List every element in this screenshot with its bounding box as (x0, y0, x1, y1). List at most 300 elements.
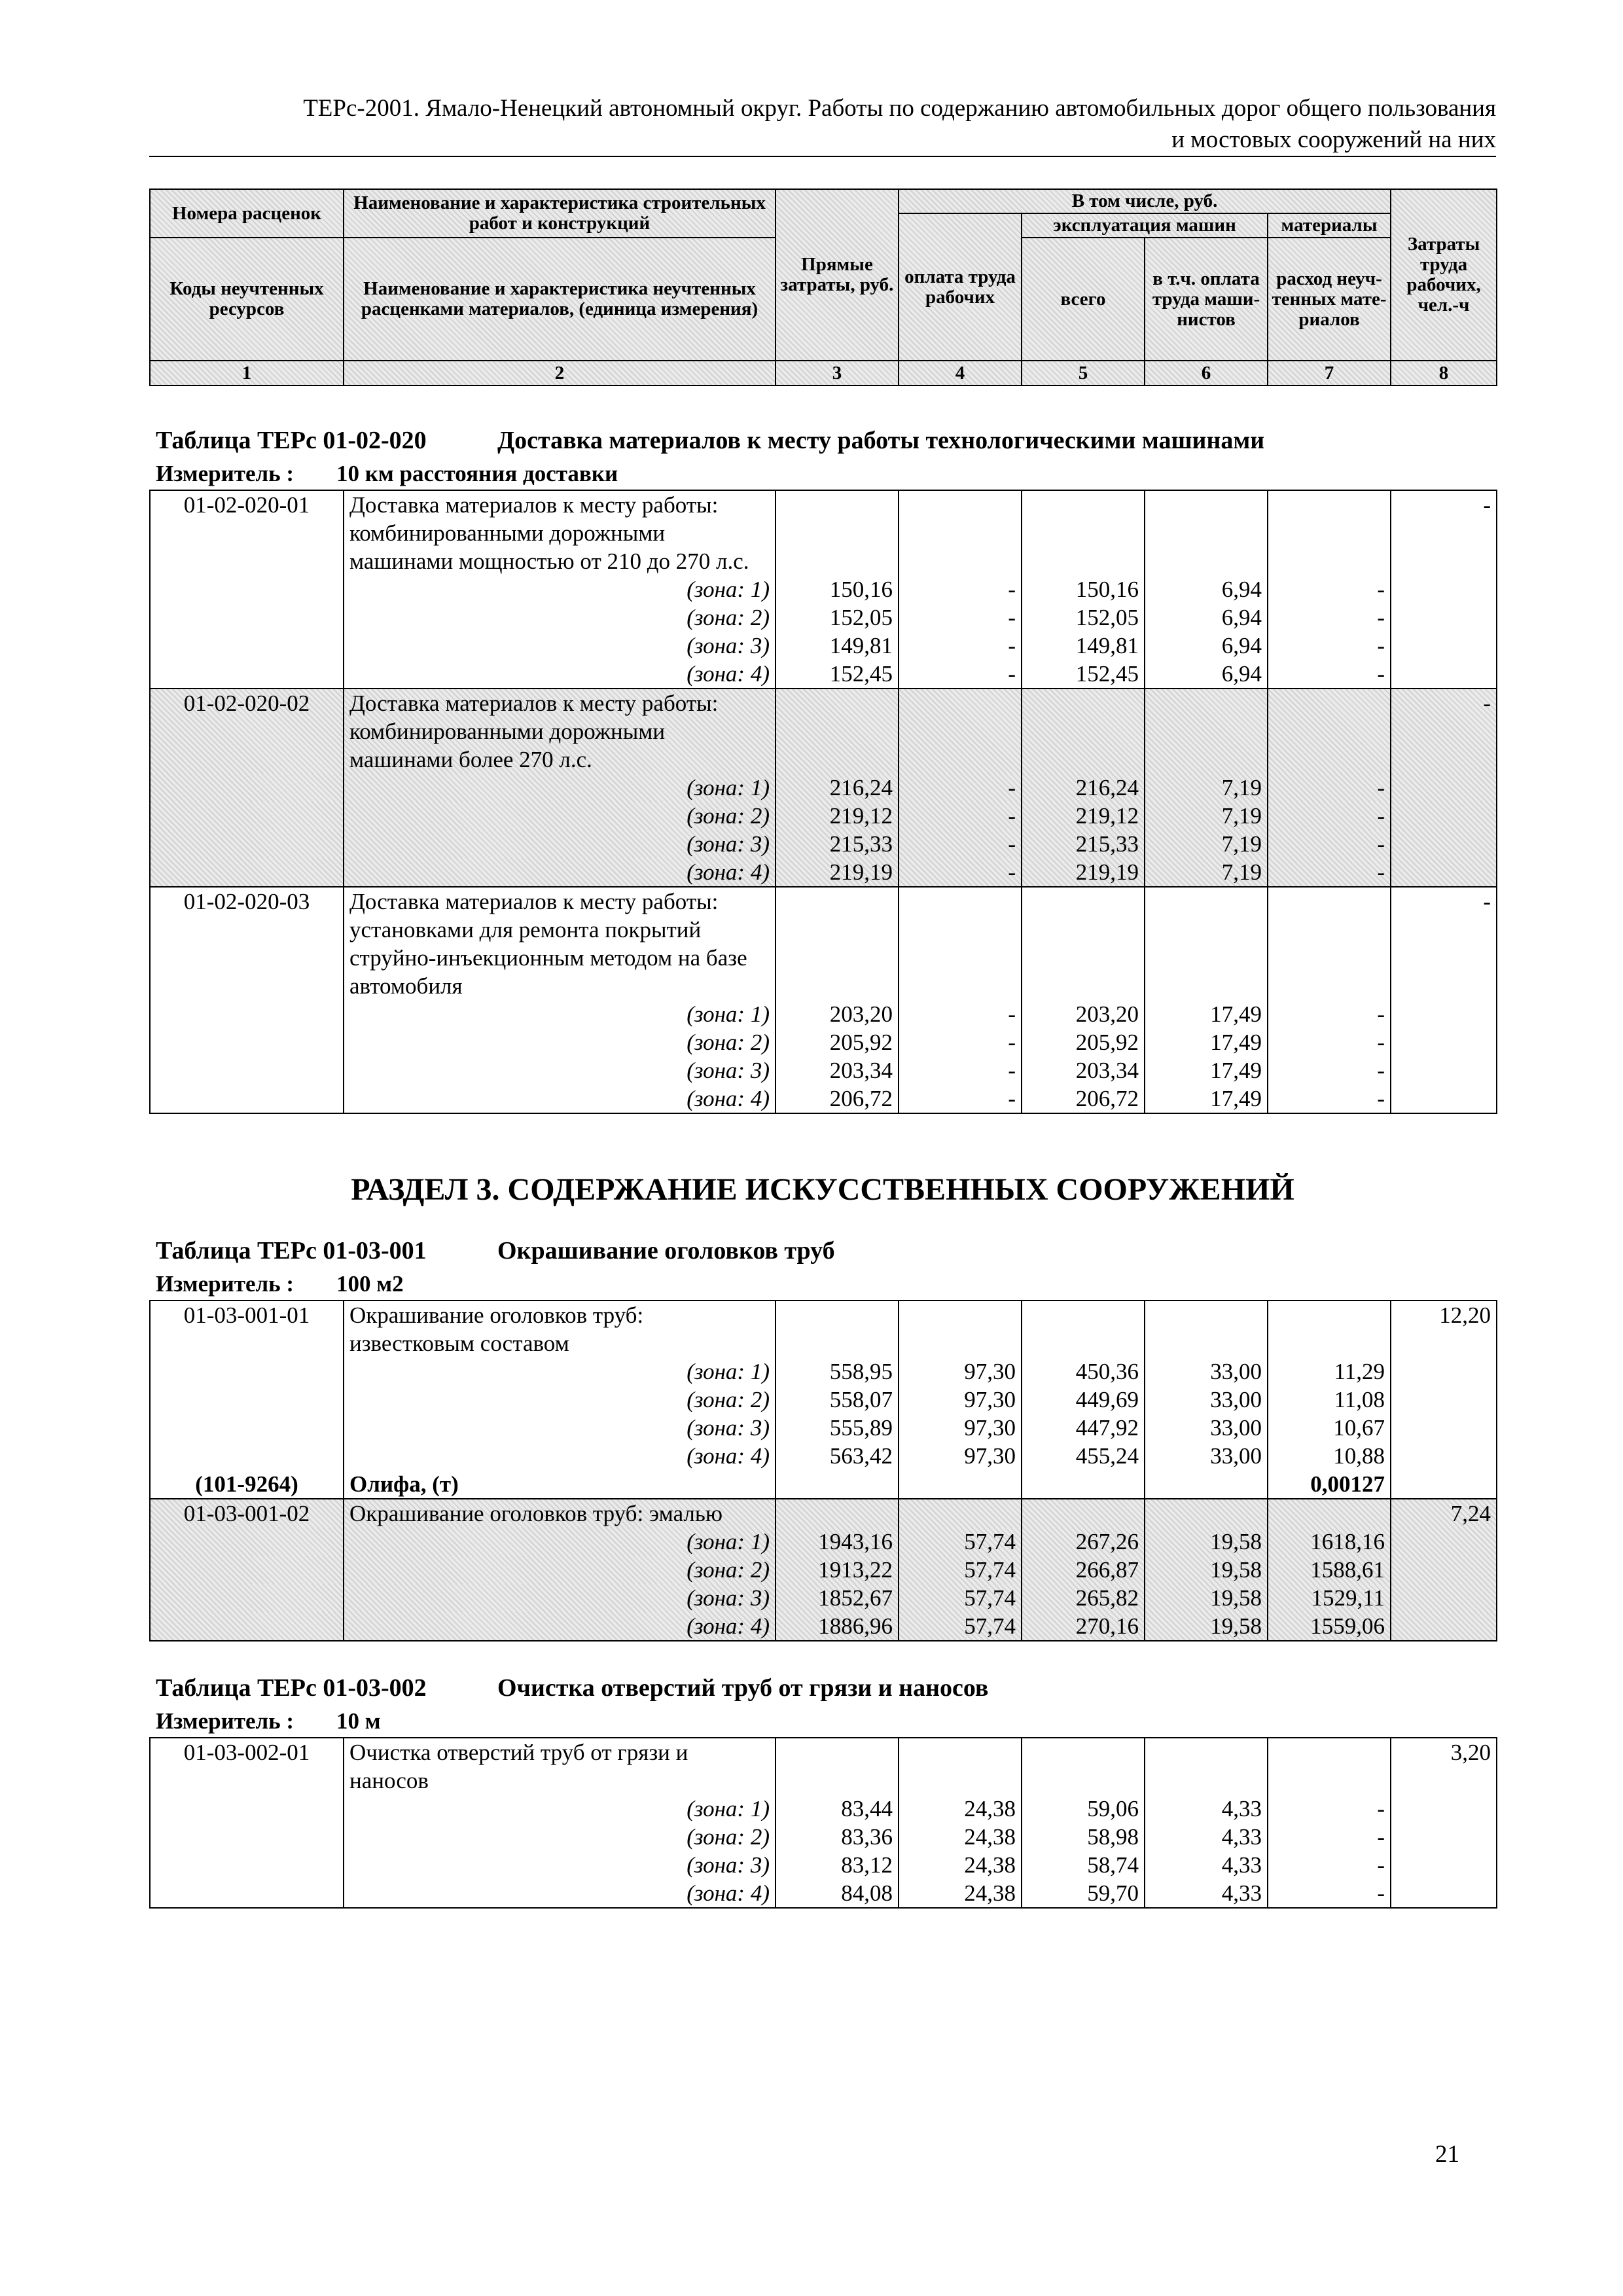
labor-cost: 12,20 (1391, 1300, 1497, 1357)
table-name: Окрашивание оголовков труб (497, 1237, 835, 1265)
col1-top-header: Номера расценок (150, 189, 344, 238)
machine-cost: 203,34 (1022, 1056, 1145, 1085)
zone-row (150, 1879, 1497, 1908)
machinist-wage: 33,00 (1145, 1414, 1268, 1442)
empty-cell (1145, 689, 1268, 774)
empty-cell (1391, 802, 1497, 830)
table-number: Таблица ТЕРс 01-03-001 (156, 1237, 427, 1265)
zone-label: (зона: 4) (344, 1879, 776, 1908)
machine-cost: 449,69 (1022, 1386, 1145, 1414)
zone-label: (зона: 1) (344, 774, 776, 802)
zone-label: (зона: 2) (344, 603, 776, 632)
rate-name: Очистка отверстий труб от грязи и наносов (344, 1738, 776, 1795)
rate-table (149, 1300, 1497, 1641)
rate-name: Окрашивание оголовков труб: известковым составом (344, 1300, 776, 1357)
materials-cost: - (1268, 575, 1391, 603)
machinist-wage: 19,58 (1145, 1584, 1268, 1612)
direct-cost: 563,42 (776, 1442, 899, 1470)
zone-label: (зона: 3) (344, 1056, 776, 1085)
empty-cell (1268, 689, 1391, 774)
col2-bottom-header: Наименование и характеристика неучтенных расценками материалов, (единица измерения) (344, 238, 776, 361)
empty-cell (776, 1300, 899, 1357)
empty-cell (1145, 887, 1268, 1000)
zone-label: (зона: 2) (344, 802, 776, 830)
worker-wage: 97,30 (899, 1357, 1022, 1386)
direct-cost: 219,12 (776, 802, 899, 830)
page-header (149, 93, 1496, 157)
zone-row (150, 603, 1497, 632)
machinist-wage: 19,58 (1145, 1528, 1268, 1556)
empty-cell (150, 1085, 344, 1113)
empty-cell (1022, 1499, 1145, 1528)
machine-cost: 152,45 (1022, 660, 1145, 689)
worker-wage: - (899, 774, 1022, 802)
empty-cell (1391, 575, 1497, 603)
col1-bottom-header: Коды неучтенных ресурсов (150, 238, 344, 361)
rate-name: Окрашивание оголовков труб: эмалью (344, 1499, 776, 1528)
direct-cost: 1943,16 (776, 1528, 899, 1556)
zone-row (150, 575, 1497, 603)
col-number: 3 (776, 361, 899, 386)
empty-cell (899, 490, 1022, 575)
materials-cost: - (1268, 1795, 1391, 1823)
direct-cost: 216,24 (776, 774, 899, 802)
zone-row (150, 632, 1497, 660)
machine-cost: 206,72 (1022, 1085, 1145, 1113)
col8-header: Затраты труда рабочих, чел.-ч (1391, 189, 1497, 361)
empty-cell (1268, 1738, 1391, 1795)
table-row (150, 1300, 1497, 1357)
measure-label: Измеритель : (156, 461, 294, 486)
zone-row (150, 1556, 1497, 1584)
empty-cell (776, 1738, 899, 1795)
zone-row (150, 1442, 1497, 1470)
empty-cell (1391, 1085, 1497, 1113)
empty-cell (899, 1300, 1022, 1357)
zone-label: (зона: 1) (344, 1528, 776, 1556)
zone-label: (зона: 3) (344, 1851, 776, 1879)
empty-cell (150, 774, 344, 802)
empty-cell (1391, 1584, 1497, 1612)
direct-cost: 203,20 (776, 1000, 899, 1028)
resource-code: (101-9264) (150, 1470, 344, 1499)
machine-cost: 267,26 (1022, 1528, 1145, 1556)
materials-cost: 10,88 (1268, 1442, 1391, 1470)
empty-cell (150, 1386, 344, 1414)
zone-row (150, 1528, 1497, 1556)
machinist-wage: 4,33 (1145, 1823, 1268, 1851)
col5-header: всего (1022, 238, 1145, 361)
zone-row (150, 1357, 1497, 1386)
direct-cost: 206,72 (776, 1085, 899, 1113)
empty-cell (1145, 1300, 1268, 1357)
empty-cell (1391, 660, 1497, 689)
machine-cost: 219,19 (1022, 858, 1145, 887)
table-number: Таблица ТЕРс 01-03-002 (156, 1674, 427, 1702)
worker-wage: - (899, 1085, 1022, 1113)
machinist-wage: 33,00 (1145, 1386, 1268, 1414)
empty-cell (1145, 490, 1268, 575)
machinist-wage: 7,19 (1145, 802, 1268, 830)
labor-cost: 7,24 (1391, 1499, 1497, 1528)
machine-cost: 266,87 (1022, 1556, 1145, 1584)
rate-table (149, 490, 1497, 1114)
empty-cell (1391, 1442, 1497, 1470)
machinist-wage: 4,33 (1145, 1851, 1268, 1879)
zone-label: (зона: 2) (344, 1823, 776, 1851)
table-name: Доставка материалов к месту работы технологическими машинами (497, 427, 1265, 454)
direct-cost: 1886,96 (776, 1612, 899, 1641)
rate-table-block (149, 423, 1496, 1114)
zone-label: (зона: 4) (344, 1442, 776, 1470)
materials-cost: - (1268, 1879, 1391, 1908)
measure-value: 100 м2 (336, 1271, 404, 1297)
rate-code: 01-03-002-01 (150, 1738, 344, 1795)
empty-cell (1391, 1612, 1497, 1641)
empty-cell (150, 1584, 344, 1612)
machinist-wage: 6,94 (1145, 632, 1268, 660)
rate-table (149, 1737, 1497, 1909)
worker-wage: 57,74 (899, 1528, 1022, 1556)
machine-cost: 150,16 (1022, 575, 1145, 603)
direct-cost: 84,08 (776, 1879, 899, 1908)
direct-cost: 83,44 (776, 1795, 899, 1823)
empty-cell (1391, 858, 1497, 887)
col-number: 2 (344, 361, 776, 386)
empty-cell (1268, 1499, 1391, 1528)
worker-wage: 24,38 (899, 1795, 1022, 1823)
materials-cost: - (1268, 1056, 1391, 1085)
machine-cost: 149,81 (1022, 632, 1145, 660)
empty-cell (1391, 1851, 1497, 1879)
table-name: Очистка отверстий труб от грязи и наносов (497, 1674, 989, 1702)
labor-cost: - (1391, 689, 1497, 774)
materials-cost: - (1268, 632, 1391, 660)
col2-top-header: Наименование и характеристика строительных работ и конструкций (344, 189, 776, 238)
machinist-wage: 4,33 (1145, 1879, 1268, 1908)
zone-label: (зона: 3) (344, 830, 776, 858)
empty-cell (1391, 1795, 1497, 1823)
col-number: 7 (1268, 361, 1391, 386)
machinist-wage: 33,00 (1145, 1357, 1268, 1386)
measure-value: 10 м (336, 1708, 381, 1734)
direct-cost: 152,05 (776, 603, 899, 632)
empty-cell (150, 1795, 344, 1823)
table-title (149, 423, 1496, 458)
empty-cell (1391, 1879, 1497, 1908)
materials-cost: - (1268, 660, 1391, 689)
machine-cost: 152,05 (1022, 603, 1145, 632)
machinist-wage: 17,49 (1145, 1056, 1268, 1085)
col4-header: оплата труда рабочих (899, 213, 1022, 361)
zone-row (150, 858, 1497, 887)
worker-wage: - (899, 603, 1022, 632)
empty-cell (1268, 887, 1391, 1000)
zone-row (150, 1584, 1497, 1612)
materials-cost: - (1268, 830, 1391, 858)
machine-cost: 215,33 (1022, 830, 1145, 858)
col-number: 6 (1145, 361, 1268, 386)
materials-cost: 1618,16 (1268, 1528, 1391, 1556)
empty-cell (1391, 1470, 1497, 1499)
empty-cell (1391, 830, 1497, 858)
worker-wage: - (899, 1028, 1022, 1056)
col7-header: расход неуч-тенных мате-риалов (1268, 238, 1391, 361)
zone-label: (зона: 2) (344, 1028, 776, 1056)
empty-cell (1022, 490, 1145, 575)
empty-cell (1391, 1357, 1497, 1386)
zone-label: (зона: 3) (344, 632, 776, 660)
machine-cost: 205,92 (1022, 1028, 1145, 1056)
direct-cost: 219,19 (776, 858, 899, 887)
zone-label: (зона: 1) (344, 1357, 776, 1386)
table-row (150, 1738, 1497, 1795)
direct-cost: 83,12 (776, 1851, 899, 1879)
rate-name: Доставка материалов к месту работы: установками для ремонта покрытий струйно-инъекционным методом на базе автомобиля (344, 887, 776, 1000)
machine-cost: 455,24 (1022, 1442, 1145, 1470)
worker-wage: - (899, 632, 1022, 660)
worker-wage: 57,74 (899, 1612, 1022, 1641)
zone-row (150, 1823, 1497, 1851)
direct-cost: 203,34 (776, 1056, 899, 1085)
zone-label: (зона: 3) (344, 1584, 776, 1612)
materials-cost: 11,08 (1268, 1386, 1391, 1414)
empty-cell (150, 1028, 344, 1056)
empty-cell (1022, 1470, 1145, 1499)
incl-header: В том числе, руб. (899, 189, 1391, 213)
column-header-table (149, 188, 1497, 386)
machinist-wage: 17,49 (1145, 1028, 1268, 1056)
section-title: РАЗДЕЛ 3. СОДЕРЖАНИЕ ИСКУССТВЕННЫХ СООРУЖЕНИЙ (351, 1172, 1294, 1207)
materials-cost: - (1268, 1085, 1391, 1113)
measure-value: 10 км расстояния доставки (336, 461, 618, 486)
empty-cell (1145, 1738, 1268, 1795)
measure-line (149, 1268, 1496, 1300)
worker-wage: - (899, 802, 1022, 830)
measure-label: Измеритель : (156, 1271, 294, 1297)
materials-cost: 1588,61 (1268, 1556, 1391, 1584)
empty-cell (1391, 1028, 1497, 1056)
empty-cell (1391, 603, 1497, 632)
materials-cost: - (1268, 802, 1391, 830)
zone-label: (зона: 1) (344, 1795, 776, 1823)
machinist-wage: 17,49 (1145, 1085, 1268, 1113)
resource-qty: 0,00127 (1268, 1470, 1391, 1499)
empty-cell (150, 858, 344, 887)
direct-cost: 150,16 (776, 575, 899, 603)
rate-code: 01-03-001-01 (150, 1300, 344, 1357)
empty-cell (1022, 689, 1145, 774)
zone-label: (зона: 1) (344, 1000, 776, 1028)
empty-cell (1391, 1386, 1497, 1414)
rate-code: 01-02-020-01 (150, 490, 344, 575)
direct-cost: 1913,22 (776, 1556, 899, 1584)
empty-cell (1391, 1056, 1497, 1085)
table-row (150, 689, 1497, 774)
measure-line (149, 458, 1496, 490)
direct-cost: 558,07 (776, 1386, 899, 1414)
machinist-wage: 6,94 (1145, 660, 1268, 689)
empty-cell (1022, 1738, 1145, 1795)
header-line-1: ТЕРс-2001. Ямало-Ненецкий автономный округ. Работы по содержанию автомобильных дорог общего пользования (303, 95, 1496, 122)
empty-cell (1022, 887, 1145, 1000)
machine-cost: 58,98 (1022, 1823, 1145, 1851)
empty-cell (150, 1056, 344, 1085)
rate-table-block (149, 1670, 1496, 1909)
empty-cell (1391, 1414, 1497, 1442)
empty-cell (150, 1442, 344, 1470)
labor-cost: - (1391, 887, 1497, 1000)
materials-cost: - (1268, 774, 1391, 802)
table-row (150, 887, 1497, 1000)
zone-label: (зона: 2) (344, 1386, 776, 1414)
machinist-wage: 33,00 (1145, 1442, 1268, 1470)
empty-cell (150, 1823, 344, 1851)
empty-cell (150, 1000, 344, 1028)
zone-row (150, 830, 1497, 858)
resource-name: Олифа, (т) (344, 1470, 776, 1499)
machines-header: эксплуатация машин (1022, 213, 1268, 238)
zone-row (150, 1612, 1497, 1641)
zone-label: (зона: 3) (344, 1414, 776, 1442)
direct-cost: 83,36 (776, 1823, 899, 1851)
empty-cell (150, 802, 344, 830)
zone-label: (зона: 2) (344, 1556, 776, 1584)
empty-cell (150, 1414, 344, 1442)
empty-cell (1391, 1000, 1497, 1028)
rate-code: 01-02-020-02 (150, 689, 344, 774)
machine-cost: 58,74 (1022, 1851, 1145, 1879)
worker-wage: 57,74 (899, 1584, 1022, 1612)
empty-cell (150, 1879, 344, 1908)
col-number: 1 (150, 361, 344, 386)
col-number: 4 (899, 361, 1022, 386)
zone-label: (зона: 4) (344, 660, 776, 689)
zone-row (150, 1056, 1497, 1085)
zone-row (150, 1386, 1497, 1414)
rate-code: 01-03-001-02 (150, 1499, 344, 1528)
rate-code: 01-02-020-03 (150, 887, 344, 1000)
empty-cell (150, 660, 344, 689)
machine-cost: 59,06 (1022, 1795, 1145, 1823)
empty-cell (776, 490, 899, 575)
worker-wage: - (899, 858, 1022, 887)
table-number: Таблица ТЕРс 01-02-020 (156, 427, 427, 454)
empty-cell (899, 887, 1022, 1000)
zone-row (150, 1414, 1497, 1442)
worker-wage: 24,38 (899, 1823, 1022, 1851)
rate-name: Доставка материалов к месту работы: комбинированными дорожными машинами более 270 л.с. (344, 689, 776, 774)
empty-cell (1145, 1499, 1268, 1528)
materials-cost: - (1268, 603, 1391, 632)
materials-cost: - (1268, 858, 1391, 887)
col-number: 5 (1022, 361, 1145, 386)
direct-cost: 1852,67 (776, 1584, 899, 1612)
empty-cell (1391, 1823, 1497, 1851)
empty-cell (899, 1738, 1022, 1795)
table-title (149, 1233, 1496, 1268)
direct-cost: 558,95 (776, 1357, 899, 1386)
materials-cost: - (1268, 1823, 1391, 1851)
page-number: 21 (1435, 2141, 1459, 2168)
empty-cell (150, 1357, 344, 1386)
empty-cell (150, 632, 344, 660)
machinist-wage: 4,33 (1145, 1795, 1268, 1823)
empty-cell (776, 887, 899, 1000)
empty-cell (1145, 1470, 1268, 1499)
worker-wage: - (899, 575, 1022, 603)
zone-row (150, 1795, 1497, 1823)
materials-cost: - (1268, 1851, 1391, 1879)
empty-cell (899, 689, 1022, 774)
machinist-wage: 7,19 (1145, 858, 1268, 887)
machinist-wage: 19,58 (1145, 1612, 1268, 1641)
machinist-wage: 7,19 (1145, 774, 1268, 802)
zone-row (150, 1085, 1497, 1113)
empty-cell (150, 830, 344, 858)
machine-cost: 270,16 (1022, 1612, 1145, 1641)
empty-cell (776, 689, 899, 774)
empty-cell (150, 1851, 344, 1879)
worker-wage: 97,30 (899, 1386, 1022, 1414)
empty-cell (899, 1499, 1022, 1528)
worker-wage: 97,30 (899, 1442, 1022, 1470)
empty-cell (150, 1528, 344, 1556)
materials-cost: 10,67 (1268, 1414, 1391, 1442)
materials-cost: 1529,11 (1268, 1584, 1391, 1612)
machinist-wage: 19,58 (1145, 1556, 1268, 1584)
worker-wage: 97,30 (899, 1414, 1022, 1442)
table-row (150, 490, 1497, 575)
direct-cost: 149,81 (776, 632, 899, 660)
machine-cost: 450,36 (1022, 1357, 1145, 1386)
machine-cost: 447,92 (1022, 1414, 1145, 1442)
empty-cell (899, 1470, 1022, 1499)
zone-row (150, 1000, 1497, 1028)
worker-wage: - (899, 660, 1022, 689)
empty-cell (150, 1612, 344, 1641)
col-number: 8 (1391, 361, 1497, 386)
materials-cost: - (1268, 1000, 1391, 1028)
machine-cost: 59,70 (1022, 1879, 1145, 1908)
table-row (150, 1499, 1497, 1528)
col3-header: Прямые затраты, руб. (776, 189, 899, 361)
worker-wage: - (899, 1056, 1022, 1085)
empty-cell (1022, 1300, 1145, 1357)
labor-cost: 3,20 (1391, 1738, 1497, 1795)
worker-wage: 57,74 (899, 1556, 1022, 1584)
zone-label: (зона: 4) (344, 858, 776, 887)
worker-wage: - (899, 1000, 1022, 1028)
worker-wage: - (899, 830, 1022, 858)
machine-cost: 265,82 (1022, 1584, 1145, 1612)
empty-cell (1268, 1300, 1391, 1357)
empty-cell (1391, 1556, 1497, 1584)
empty-cell (1268, 490, 1391, 575)
zone-label: (зона: 1) (344, 575, 776, 603)
machinist-wage: 17,49 (1145, 1000, 1268, 1028)
machinist-wage: 7,19 (1145, 830, 1268, 858)
empty-cell (1391, 632, 1497, 660)
zone-label: (зона: 4) (344, 1085, 776, 1113)
worker-wage: 24,38 (899, 1851, 1022, 1879)
header-line-2: и мостовых сооружений на них (149, 124, 1496, 157)
rate-table-block (149, 1233, 1496, 1641)
zone-row (150, 802, 1497, 830)
empty-cell (1391, 774, 1497, 802)
labor-cost: - (1391, 490, 1497, 575)
measure-label: Измеритель : (156, 1708, 294, 1734)
